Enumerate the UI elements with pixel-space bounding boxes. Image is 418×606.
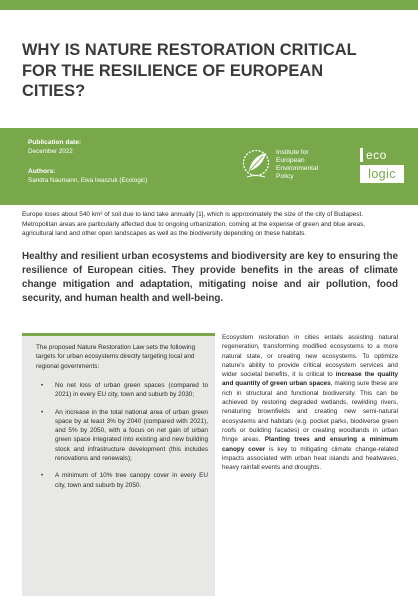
bullet-icon: •: [41, 382, 44, 389]
emphasis-planting-trees: Planting trees and ensuring a minimum canopy cover: [222, 436, 398, 453]
ieep-line: Policy: [276, 173, 294, 180]
lead-statement: Healthy and resilient urban ecosystems and biodiversity are key to ensuring the resilience of European cities. They provide benefits in the areas of climate change mitigation and adaptation, mitigating noise and air pollution, food security, and human health and well-being.: [22, 251, 398, 304]
target-item: [36, 471, 208, 490]
ieep-line: Institute for: [276, 149, 309, 156]
text-run: Ecosystem restoration in cities entails assisting natural regeneration, transforming modified ecosystems to a more natural state, or creating new ecosystems. To optimize nature’s ability to provide critical ecosystem services and wider societal benefits, it is critical to: [222, 334, 398, 379]
ieep-line: Environmental: [276, 165, 319, 172]
restoration-paragraph: [222, 333, 398, 472]
ieep-logo-text: [276, 149, 318, 181]
targets-intro: The proposed Nature Restoration Law sets the following targets for urban ecosystems directly targeting local and regional governments:: [36, 344, 196, 370]
ecologic-logo-top: [360, 146, 404, 164]
publication-date-label: Publication date:: [28, 139, 82, 146]
text-run: is key to mitigating climate change-related impacts associated with urban heat islands and heatwaves, heavy rainfall events and droughts.: [222, 445, 399, 472]
authors-label: Authors:: [28, 168, 56, 175]
target-item: [36, 408, 208, 464]
box-accent-bar: [22, 333, 215, 336]
ecologic-slash-mark: [360, 148, 363, 162]
ecologic-logo: [360, 146, 404, 186]
targets-list: [36, 381, 208, 498]
leaf-circle-icon: [241, 146, 271, 182]
ecologic-logo-eco: eco: [366, 148, 387, 162]
ieep-logo: [241, 146, 351, 186]
ecologic-logo-logic: logic: [360, 165, 404, 183]
metadata-band: [0, 128, 418, 205]
target-item: [36, 381, 208, 400]
authors-value: Sandra Naumann, Ewa Iwaszuk (Ecologic): [28, 177, 148, 184]
bullet-icon: •: [41, 472, 44, 480]
top-accent-stripe: [0, 0, 418, 10]
emphasis-quality-quantity: increase the quality and quantity of green urban spaces: [222, 371, 399, 388]
intro-paragraph: Europe loses about 540 km² of soil due to land take annually [1], which is approximately the size of the city of Budapest. Metropolitan areas are particularly affected due to ongoing urbanization, coming at the expense of green and blue areas, agricultural land and other open landscapes as well as the biodiversity depending on these habitats.: [22, 211, 366, 238]
ieep-line: European: [276, 157, 305, 164]
target-item-text: An increase in the total national area of urban green space by at least 3% by 2040 (compared with 2021), and 5% by 2050, with a focus on net gain of urban green space integrated into existing and new building stock and infrastructure development (this includes renovations and renewals);: [55, 408, 208, 463]
document-title: WHY IS NATURE RESTORATION CRITICAL FOR THE RESILIENCE OF EUROPEAN CITIES?: [22, 41, 357, 100]
text-run: , making sure these are rich in structural and functional biodiversity. This can be achieved by restoring degraded wetlands, rewilding rivers, renaturing brownfields and creating new semi-natural ecosystems and habitats (e.g. pocket parks, biodiverse green roofs or building facades) or creating woodlands in urban fringe areas.: [222, 380, 398, 444]
target-item-text: No net loss of urban green spaces (compared to 2021) in every EU city, town and suburb by 2030;: [55, 382, 208, 399]
publication-date-value: December 2022: [28, 148, 73, 155]
bullet-icon: •: [41, 408, 44, 416]
targets-box: [22, 333, 215, 596]
target-item-text: A minimum of 10% tree canopy cover in every EU city, town and suburb by 2050.: [55, 472, 208, 489]
